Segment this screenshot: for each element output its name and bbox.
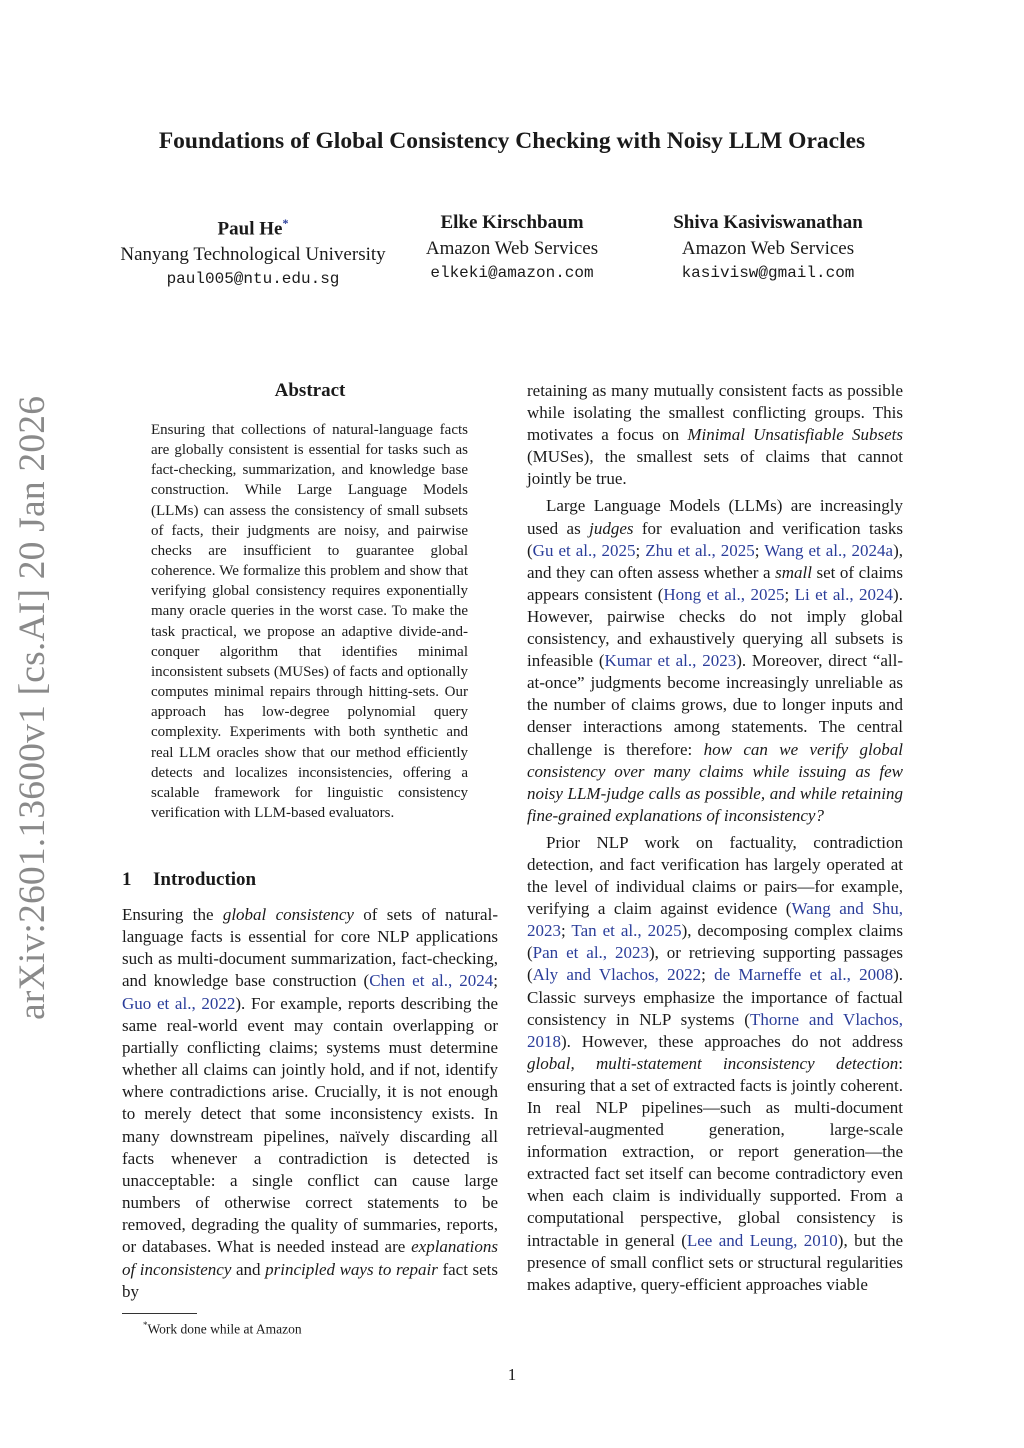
author-footnote-mark[interactable]: * (282, 216, 289, 230)
page-number: 1 (507, 1365, 517, 1384)
body-text: retaining as many mutually consistent facts as possible while isolating the smallest conflicting groups. This motivates a focus on (527, 381, 903, 445)
author-block-3 (608, 210, 928, 285)
body-text: ). Moreover, direct “all-at-once” judgments become increasingly unreliable as the number of claims grows, due to longer inputs and denser interactions among statements. The central challenge is therefore: (527, 651, 904, 759)
body-text: ). However, pairwise checks do not imply global consistency, and exhaustively querying all subsets is infeasible ( (527, 584, 903, 671)
abstract-text: Ensuring that collections of natural-language facts are globally consistent is essential for tasks such as fact-checking, summarization, and knowledge base construction. While Large Language Models (LLMs) can assess the consistency of small subsets of facts, their judgments are noisy, and pairwise checks are insufficient to guarantee global coherence. We formalize this problem and show that verifying global consistency requires exponentially many oracle queries in the worst case. To make the task practical, we propose an adaptive divide-and-conquer algorithm that identifies minimal inconsistent subsets (MUSes) of facts and optionally computes minimal repairs through hitting-sets. Our approach has low-degree polynomial query complexity. Experiments with both synthetic and real LLM oracles show that our method efficiently detects and localizes inconsistencies, offering a scalable framework for linguistic consistency verification with LLM-based evaluators. (151, 422, 468, 821)
citation-link[interactable]: Thorne and Vlachos, 2018 (527, 1009, 903, 1051)
body-text: ), or retrieving supporting passages ( (527, 943, 903, 985)
body-text: ). Classic surveys emphasize the importance of factual consistency in NLP systems ( (527, 965, 903, 1029)
citation-link[interactable]: Lee and Leung, 2010 (686, 1230, 838, 1250)
emphasis-text: global, multi-statement inconsistency detection (527, 1053, 899, 1073)
body-text: ; (561, 921, 572, 941)
author-affiliation: Nanyang Technological University (120, 244, 386, 266)
emphasis-text: small (775, 562, 812, 582)
citation-link[interactable]: Zhu et al., 2025 (645, 540, 755, 560)
section-number: 1 (122, 869, 132, 890)
citation-link[interactable]: Guo et al., 2022 (122, 993, 236, 1013)
section-title: Introduction (153, 869, 257, 890)
body-text: for evaluation and verification tasks ( (527, 518, 903, 560)
emphasis-text: principled ways to repair (265, 1259, 438, 1279)
emphasis-text: judges (589, 518, 634, 538)
body-text: Large Language Models (LLMs) are increasingly used as (527, 496, 903, 538)
paragraph (527, 380, 903, 490)
citation-link[interactable]: Li et al., 2024 (794, 584, 894, 604)
citation-link[interactable]: Wang and Shu, 2023 (527, 899, 903, 941)
body-text: : ensuring that a set of extracted facts is jointly coherent. In real NLP pipelines—such as multi-document retrieval-augmented generation, large-scale information extraction, or report generation—the extracted fact set itself can become contradictory even when each claim is individually supported. From a computational perspective, global consistency is intractable in general ( (527, 1053, 903, 1250)
author-email: elkeki@amazon.com (430, 264, 594, 282)
citation-link[interactable]: Kumar et al., 2023 (604, 651, 737, 671)
body-text: ; (754, 540, 765, 560)
citation-link[interactable]: Chen et al., 2024 (369, 971, 494, 991)
footnote (143, 1316, 302, 1339)
author-email: kasivisw@gmail.com (681, 264, 855, 282)
citation-link[interactable]: Hong et al., 2025 (663, 584, 785, 604)
body-text: fact sets by (122, 1259, 499, 1301)
citation-link[interactable]: de Marneffe et al., 2008 (714, 965, 894, 985)
body-text: of sets of natural-language facts is essential for core NLP applications such as multi-document summarization, fact-checking, and knowledge base construction ( (122, 905, 498, 991)
body-text: ). However, these approaches do not address (561, 1031, 903, 1051)
section-heading (122, 869, 256, 891)
body-text: Ensuring the (122, 905, 223, 924)
body-text: ), decomposing complex claims ( (527, 921, 903, 963)
author-affiliation: Amazon Web Services (425, 238, 599, 259)
paper-title: Foundations of Global Consistency Checking with Noisy LLM Oracles (158, 128, 866, 154)
body-text: set of claims appears consistent ( (527, 562, 904, 604)
author-affiliation: Amazon Web Services (681, 238, 855, 259)
emphasis-text: Minimal Unsatisfiable Subsets (687, 425, 904, 445)
citation-link[interactable]: Gu et al., 2025 (532, 540, 636, 560)
body-text: and (231, 1259, 266, 1279)
introduction-right-column (527, 380, 903, 1296)
author-email: paul005@ntu.edu.sg (166, 270, 340, 289)
footnote-text: Work done while at Amazon (147, 1321, 302, 1337)
author-name: Paul He (217, 218, 283, 240)
citation-link[interactable]: Tan et al., 2025 (571, 921, 682, 941)
introduction-left-column (122, 904, 498, 1303)
body-text: ), and they can often assess whether a (527, 540, 904, 582)
footnote-divider (122, 1313, 197, 1314)
author-name: Elke Kirschbaum (440, 212, 584, 233)
paragraph (527, 832, 903, 1296)
body-text: ; (493, 971, 499, 991)
emphasis-text: global consistency (222, 905, 354, 924)
body-text: Prior NLP work on factuality, contradiction detection, and fact verification has largely operated at the level of individual claims or pairs—for example, verifying a claim against evidence ( (527, 832, 903, 919)
citation-link[interactable]: Pan et al., 2023 (532, 943, 649, 963)
paragraph (527, 495, 903, 826)
body-text: ). For example, reports describing the same real-world event may contain overlapping or partially conflicting claims; systems must determine whether all claims can jointly hold, and if not, identify where contradictions arise. Crucially, it is not enough to merely detect that some inconsistency exists. In many downstream pipelines, naïvely discarding all facts whenever a contradiction is detected is unacceptable: a single conflict can cause large numbers of otherwise correct statements to be removed, degrading the quality of summaries, reports, or databases. What is needed instead are (122, 993, 498, 1257)
body-text: ; (784, 584, 795, 604)
emphasis-text: explanations of inconsistency (122, 1237, 498, 1279)
author-name: Shiva Kasiviswanathan (673, 212, 863, 233)
abstract-heading: Abstract (274, 380, 346, 401)
emphasis-text: how can we verify global consistency over many claims while issuing as few noisy LLM-judge calls as possible, and while retaining fine-grained explanations of inconsistency? (527, 739, 903, 825)
footnote-mark: * (143, 1320, 148, 1330)
body-text: ), but the presence of small conflict sets or structural regularities makes adaptive, query-efficient approaches viable (527, 1230, 903, 1294)
body-text: ; (635, 540, 646, 560)
body-text: (MUSes), the smallest sets of claims that cannot jointly be true. (527, 447, 903, 489)
citation-link[interactable]: Aly and Vlachos, 2022 (532, 965, 702, 985)
arxiv-identifier-stamp: arXiv:2601.13600v1 [cs.AI] 20 Jan 2026 (12, 395, 53, 1020)
citation-link[interactable]: Wang et al., 2024a (764, 540, 894, 560)
body-text: ; (701, 965, 715, 985)
